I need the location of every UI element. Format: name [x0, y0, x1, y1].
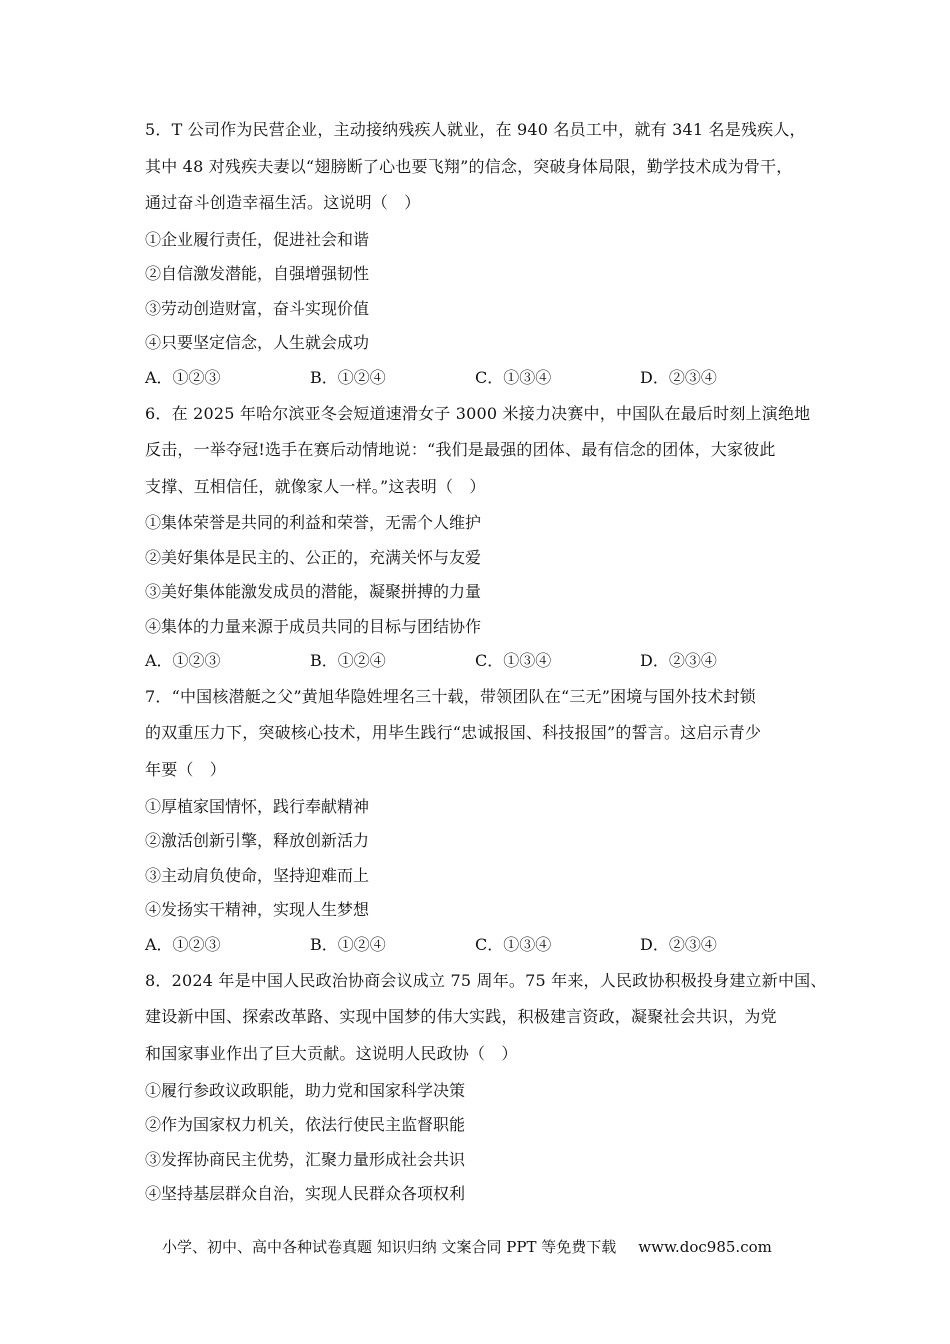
q5-option-b: B．①②④	[310, 368, 386, 387]
q6-item-1: ①集体荣誉是共同的利益和荣誉，无需个人维护	[145, 513, 482, 532]
q6-stem-line-3: 支撑、互相信任，就像家人一样。”这表明（ ）	[145, 477, 486, 496]
q6-option-a: A．①②③	[145, 651, 221, 670]
q7-option-b: B．①②④	[310, 935, 386, 954]
q6-item-3: ③美好集体能激发成员的潜能，凝聚拼搏的力量	[145, 582, 482, 601]
q7-options	[145, 934, 825, 956]
q6-stem-line-2: 反击，一举夺冠!选手在赛后动情地说：“我们是最强的团体、最有信念的团体，大家彼此	[145, 440, 776, 459]
q5-option-a: A．①②③	[145, 368, 221, 387]
q5-item-3: ③劳动创造财富，奋斗实现价值	[145, 299, 370, 318]
q7-stem-line-3: 年要（ ）	[145, 760, 227, 779]
footer-url-link[interactable]: www.doc985.com	[638, 1238, 772, 1256]
q8-stem-line-3: 和国家事业作出了巨大贡献。这说明人民政协（ ）	[145, 1044, 518, 1063]
q5-options	[145, 367, 825, 389]
q8-item-3: ③发挥协商民主优势，汇聚力量形成社会共识	[145, 1150, 466, 1169]
q7-item-3: ③主动肩负使命，坚持迎难而上	[145, 866, 370, 885]
q6-item-4: ④集体的力量来源于成员共同的目标与团结协作	[145, 617, 482, 636]
q6-item-2: ②美好集体是民主的、公正的，充满关怀与友爱	[145, 548, 482, 567]
q7-stem-line-1: 7．“中国核潜艇之父”黄旭华隐姓埋名三十载，带领团队在“三无”困境与国外技术封锁	[145, 687, 756, 706]
q6-stem-line-1: 6．在 2025 年哈尔滨亚冬会短道速滑女子 3000 米接力决赛中，中国队在最后时刻上演绝地	[145, 404, 811, 423]
q5-item-2: ②自信激发潜能，自强增强韧性	[145, 264, 370, 283]
q5-option-c: C．①③④	[475, 368, 552, 387]
q6-option-d: D．②③④	[640, 651, 717, 670]
q7-option-a: A．①②③	[145, 935, 221, 954]
q7-item-2: ②激活创新引擎，释放创新活力	[145, 831, 370, 850]
q8-stem-line-2: 建设新中国、探索改革路、实现中国梦的伟大实践，积极建言资政，凝聚社会共识，为党	[145, 1007, 777, 1026]
q5-item-4: ④只要坚定信念，人生就会成功	[145, 333, 370, 352]
q6-options	[145, 650, 825, 672]
q8-item-2: ②作为国家权力机关，依法行使民主监督职能	[145, 1115, 466, 1134]
q8-item-1: ①履行参政议政职能，助力党和国家科学决策	[145, 1081, 466, 1100]
q7-stem-line-2: 的双重压力下，突破核心技术，用毕生践行“忠诚报国、科技报国”的誓言。这启示青少	[145, 723, 762, 742]
q5-item-1: ①企业履行责任，促进社会和谐	[145, 230, 370, 249]
footer-text: 小学、初中、高中各种试卷真题 知识归纳 文案合同 PPT 等免费下载	[162, 1238, 617, 1256]
q7-item-4: ④发扬实干精神，实现人生梦想	[145, 900, 370, 919]
q5-stem-line-3: 通过奋斗创造幸福生活。这说明（ ）	[145, 193, 421, 212]
q5-stem-line-2: 其中 48 对残疾夫妻以“翅膀断了心也要飞翔”的信念，突破身体局限，勤学技术成为骨干，	[145, 157, 793, 176]
q7-option-c: C．①③④	[475, 935, 552, 954]
q6-option-c: C．①③④	[475, 651, 552, 670]
q8-stem-line-1: 8．2024 年是中国人民政治协商会议成立 75 周年。75 年来，人民政协积极投身建立新中国、	[145, 971, 827, 990]
q5-option-d: D．②③④	[640, 368, 717, 387]
q7-item-1: ①厚植家国情怀，践行奉献精神	[145, 797, 370, 816]
q6-option-b: B．①②④	[310, 651, 386, 670]
q8-item-4: ④坚持基层群众自治，实现人民群众各项权利	[145, 1184, 466, 1203]
q5-stem-line-1: 5．T 公司作为民营企业，主动接纳残疾人就业，在 940 名员工中，就有 341 名是残疾人，	[145, 120, 806, 139]
page-footer	[162, 1237, 812, 1257]
q7-option-d: D．②③④	[640, 935, 717, 954]
